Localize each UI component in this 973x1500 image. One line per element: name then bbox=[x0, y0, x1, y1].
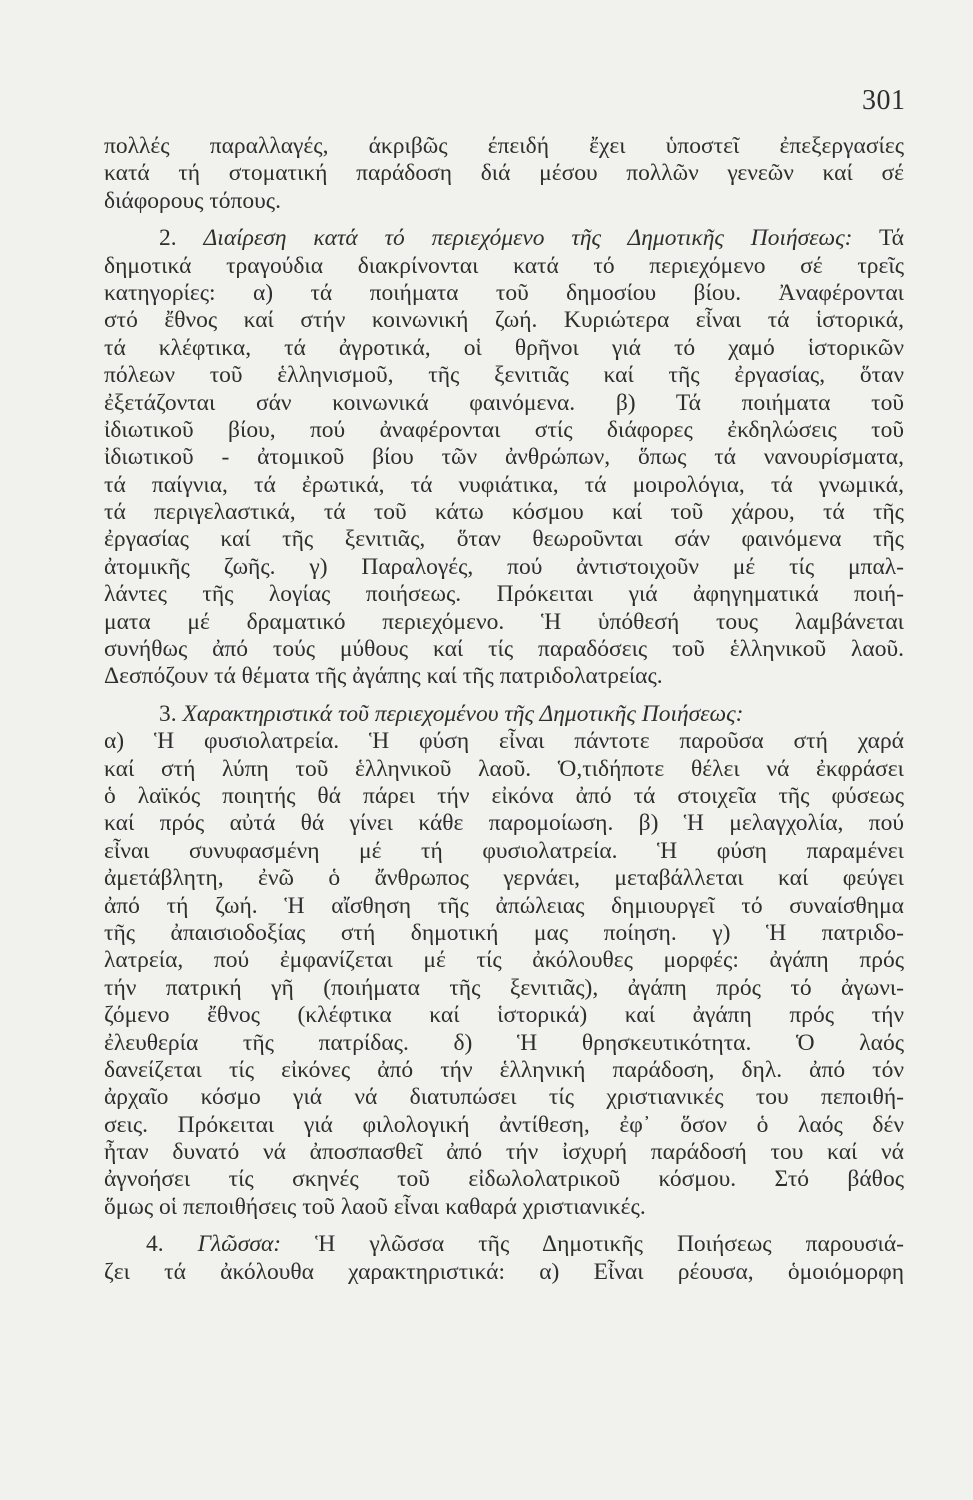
text-line: εἶναι συνυφασμένη μέ τή φυσιολατρεία. Ἡ φύση παραμένει bbox=[104, 837, 904, 864]
text-line: τῆς ἀπαισιοδοξίας στή δημοτική μας ποίηση. γ) Ἡ πατριδο- bbox=[104, 919, 904, 946]
section-number: 4. bbox=[146, 1231, 164, 1258]
text-line: ἰδιωτικοῦ - ἀτομικοῦ βίου τῶν ἀνθρώπων, ὅπως τά νανουρίσματα, bbox=[104, 444, 904, 471]
text-line: ἐξετάζονται σάν κοινωνικά φαινόμενα. β) Τά ποιήματα τοῦ bbox=[104, 389, 904, 416]
text-line: κατά τή στοματική παράδοση διά μέσου πολλῶν γενεῶν καί σέ bbox=[104, 160, 904, 187]
text-line: τά παίγνια, τά ἐρωτικά, τά νυφιάτικα, τά μοιρολόγια, τά γνωμικά, bbox=[104, 471, 904, 498]
text-line: τήν πατρική γῆ (ποιήματα τῆς ξενιτιᾶς), ἀγάπη πρός τό ἀγωνι- bbox=[104, 974, 904, 1001]
text-line: Δεσπόζουν τά θέματα τῆς ἀγάπης καί τῆς πατριδολατρείας. bbox=[104, 663, 663, 690]
text-line: δανείζεται τίς εἰκόνες ἀπό τήν ἑλληνική παράδοση, δηλ. ἀπό τόν bbox=[104, 1056, 904, 1083]
text-line: καί πρός αὐτά θά γίνει κάθε παρομοίωση. β) Ἡ μελαγχολία, πού bbox=[104, 810, 904, 837]
text-line: ἐργασίας καί τῆς ξενιτιᾶς, ὅταν θεωροῦνται σάν φαινόμενα τῆς bbox=[104, 526, 904, 553]
text-line: καί στή λύπη τοῦ ἑλληνικοῦ λαοῦ. Ὁ,τιδήποτε θέλει νά ἐκφράσει bbox=[104, 755, 904, 782]
section-heading: Χαρακτηριστικά τοῦ περιεχομένου τῆς Δημοτικῆς Ποιήσεως: bbox=[182, 700, 744, 727]
text-line: ὁ λαϊκός ποιητής θά πάρει τήν εἰκόνα ἀπό τά στοιχεῖα τῆς φύσεως bbox=[104, 782, 904, 809]
section-4-heading-line bbox=[104, 1231, 904, 1258]
text-line: στό ἔθνος καί στήν κοινωνική ζωή. Κυριώτερα εἶναι τά ἱστορικά, bbox=[104, 307, 904, 334]
page-number: 301 bbox=[862, 85, 906, 116]
text-line: ὅμως οἱ πεποιθήσεις τοῦ λαοῦ εἶναι καθαρά χριστιανικές. bbox=[104, 1193, 646, 1220]
text-fragment: Τά bbox=[878, 225, 904, 252]
text-line: τά κλέφτικα, τά ἀγροτικά, οἱ θρῆνοι γιά τό χαμό ἱστορικῶν bbox=[104, 334, 904, 361]
text-line: ἐλευθερία τῆς πατρίδας. δ) Ἡ θρησκευτικότητα. Ὁ λαός bbox=[104, 1029, 904, 1056]
text-line: ἀτομικῆς ζωῆς. γ) Παραλογές, πού ἀντιστοιχοῦν μέ τίς μπαλ- bbox=[104, 553, 904, 580]
text-fragment: Ἡ γλῶσσα τῆς Δημοτικῆς Ποιήσεως παρουσιά- bbox=[315, 1231, 904, 1258]
section-number: 3. bbox=[159, 700, 177, 727]
section-number: 2. bbox=[159, 225, 177, 252]
text-line: λατρεία, πού ἐμφανίζεται μέ τίς ἀκόλουθες μορφές: ἀγάπη πρός bbox=[104, 947, 904, 974]
text-line: κατηγορίες: α) τά ποιήματα τοῦ δημοσίου βίου. Ἀναφέρονται bbox=[104, 279, 904, 306]
text-line: συνήθως ἀπό τούς μύθους καί τίς παραδόσεις τοῦ ἑλληνικοῦ λαοῦ. bbox=[104, 636, 904, 663]
page-text bbox=[104, 133, 904, 1286]
text-line: ἰδιωτικοῦ βίου, πού ἀναφέρονται στίς διάφορες ἐκδηλώσεις τοῦ bbox=[104, 416, 904, 443]
text-line: ζει τά ἀκόλουθα χαρακτηριστικά: α) Εἶναι ρέουσα, ὁμοιόμορφη bbox=[104, 1258, 904, 1285]
text-line: ζόμενο ἔθνος (κλέφτικα καί ἱστορικά) καί ἀγάπη πρός τήν bbox=[104, 1002, 904, 1029]
section-heading: Γλῶσσα: bbox=[197, 1231, 282, 1258]
text-line: ἀμετάβλητη, ἐνῶ ὁ ἄνθρωπος γερνάει, μεταβάλλεται καί φεύγει bbox=[104, 865, 904, 892]
text-line: ἀπό τή ζωή. Ἡ αἴσθηση τῆς ἀπώλειας δημιουργεῖ τό συναίσθημα bbox=[104, 892, 904, 919]
text-line: α) Ἡ φυσιολατρεία. Ἡ φύση εἶναι πάντοτε παροῦσα στή χαρά bbox=[104, 728, 904, 755]
text-line: ἀρχαῖο κόσμο γιά νά διατυπώσει τίς χριστιανικές του πεποιθή- bbox=[104, 1084, 904, 1111]
text-line: ματα μέ δραματικό περιεχόμενο. Ἡ ὑπόθεσή τους λαμβάνεται bbox=[104, 608, 904, 635]
text-line: δημοτικά τραγούδια διακρίνονται κατά τό περιεχόμενο σέ τρεῖς bbox=[104, 252, 904, 279]
text-line: τά περιγελαστικά, τά τοῦ κάτω κόσμου καί τοῦ χάρου, τά τῆς bbox=[104, 499, 904, 526]
text-line: πολλές παραλλαγές, άκριβῶς έπειδή ἔχει ὑποστεῖ ἐπεξεργασίες bbox=[104, 133, 904, 159]
text-line: λάντες τῆς λογίας ποιήσεως. Πρόκειται γιά ἀφηγηματικά ποιή- bbox=[104, 581, 904, 608]
section-2-heading-line bbox=[104, 225, 904, 252]
section-heading: Διαίρεση κατά τό περιεχόμενο τῆς Δημοτικῆς Ποιήσεως: bbox=[203, 225, 853, 252]
text-line: ἦταν δυνατό νά ἀποσπασθεῖ ἀπό τήν ἰσχυρή παράδοσή του καί νά bbox=[104, 1139, 904, 1166]
text-line: σεις. Πρόκειται γιά φιλολογική ἀντίθεση, ἐφ᾽ ὅσον ὁ λαός δέν bbox=[104, 1111, 904, 1138]
section-3-heading-line bbox=[104, 701, 904, 728]
text-line: διάφορους τόπους. bbox=[104, 187, 281, 214]
text-line: ἀγνοήσει τίς σκηνές τοῦ εἰδωλολατρικοῦ κόσμου. Στό βάθος bbox=[104, 1166, 904, 1193]
text-line: πόλεων τοῦ ἑλληνισμοῦ, τῆς ξενιτιᾶς καί τῆς ἐργασίας, ὅταν bbox=[104, 362, 904, 389]
